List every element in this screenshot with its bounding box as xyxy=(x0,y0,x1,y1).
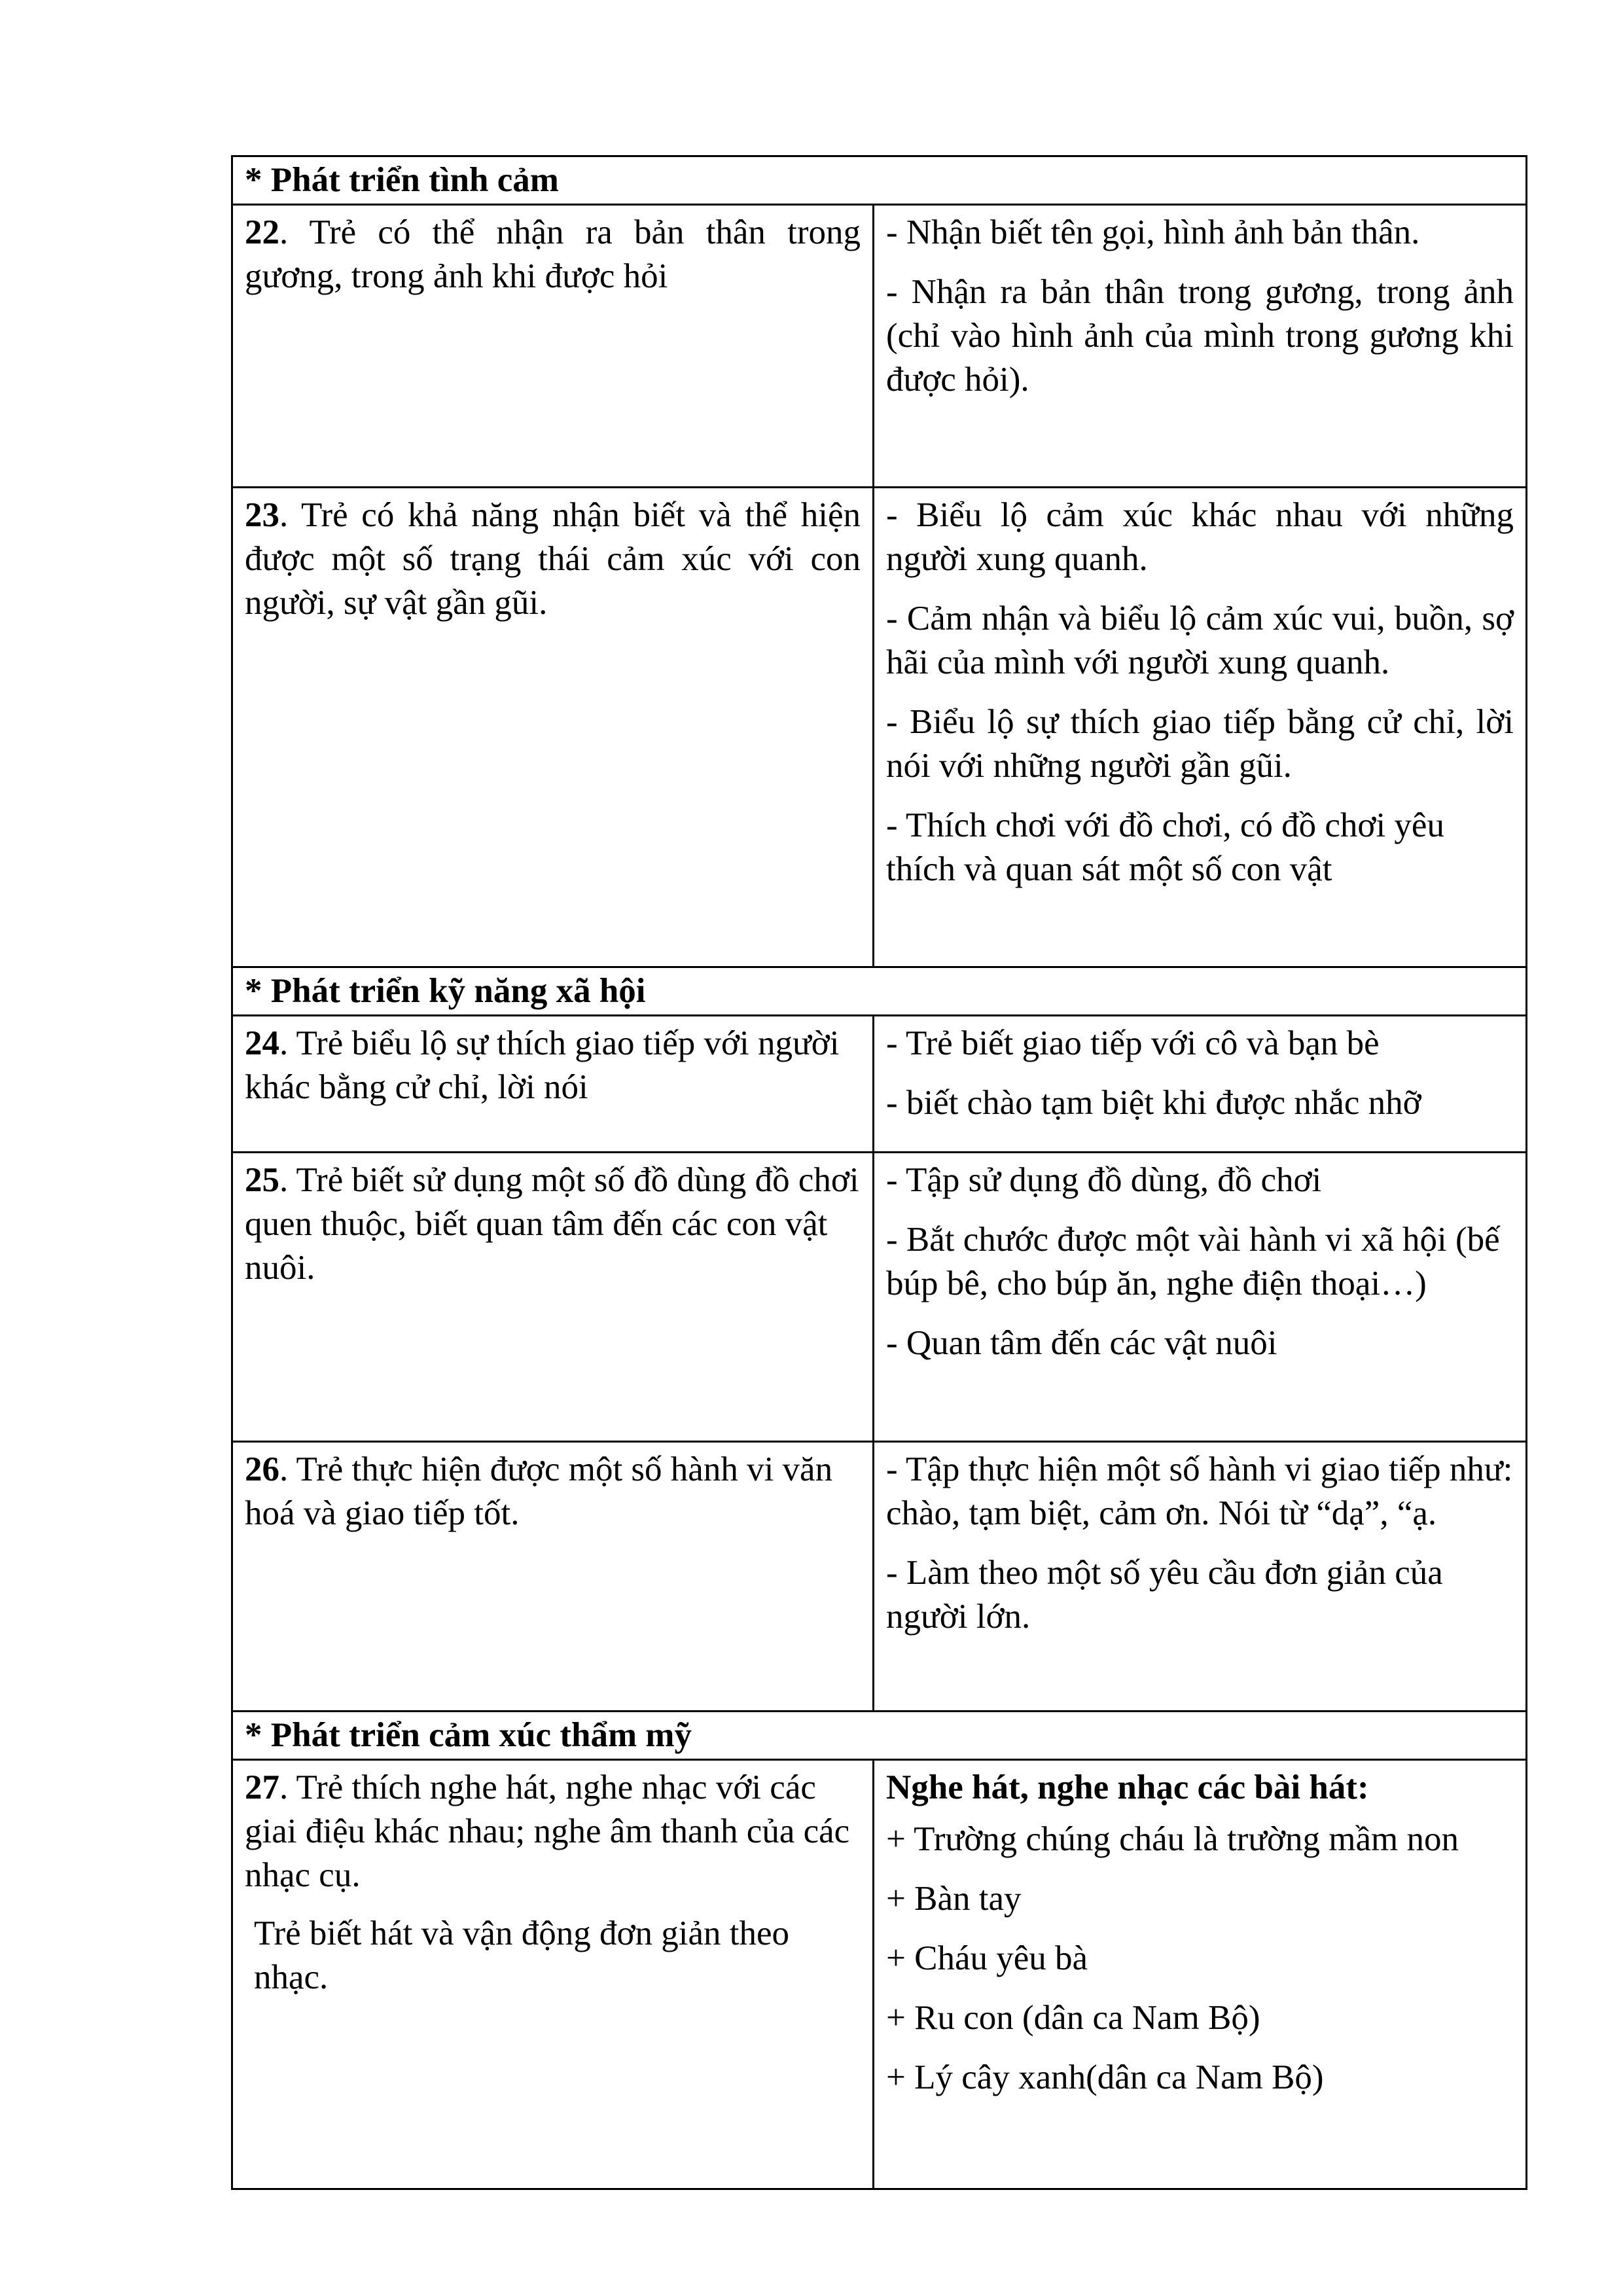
table-row xyxy=(232,1016,1527,1153)
table-row xyxy=(232,1153,1527,1442)
content-item: + Bàn tay xyxy=(886,1880,1022,1918)
goal-cell xyxy=(232,488,874,967)
content-item: + Ru con (dân ca Nam Bộ) xyxy=(886,1999,1260,2037)
curriculum-table xyxy=(231,155,1527,2190)
content-item: - Trẻ biết giao tiếp với cô và bạn bè xyxy=(886,1024,1380,1062)
content-item: - Biểu lộ cảm xúc khác nhau với những người xung quanh. xyxy=(886,496,1514,578)
content-item: - Quan tâm đến các vật nuôi xyxy=(886,1324,1277,1362)
content-item: - Nhận biết tên gọi, hình ảnh bản thân. xyxy=(886,213,1420,251)
content-item: - Cảm nhận và biểu lộ cảm xúc vui, buồn, sợ hãi của mình với người xung quanh. xyxy=(886,600,1514,681)
content-item: - biết chào tạm biệt khi được nhắc nhỡ xyxy=(886,1084,1421,1122)
table-row xyxy=(232,1442,1527,1712)
goal-number: 26 xyxy=(245,1450,279,1488)
goal-text: 23. Trẻ có khả năng nhận biết và thể hiện được một số trạng thái cảm xúc với con người, sự vật gần gũi. xyxy=(245,496,861,622)
goal-text: Trẻ biết hát và vận động đơn giản theo nhạc. xyxy=(254,1914,789,1996)
goal-text: 24. Trẻ biểu lộ sự thích giao tiếp với người khác bằng cử chỉ, lời nói xyxy=(245,1024,840,1106)
goal-number: 23 xyxy=(245,496,279,534)
content-item: + Lý cây xanh(dân ca Nam Bộ) xyxy=(886,2058,1324,2096)
content-cell xyxy=(874,1760,1527,2189)
content-item: - Tập thực hiện một số hành vi giao tiếp như: chào, tạm biệt, cảm ơn. Nói từ “dạ”, “ạ. xyxy=(886,1450,1513,1532)
goal-text: 27. Trẻ thích nghe hát, nghe nhạc với các giai điệu khác nhau; nghe âm thanh của các nhạc cụ. xyxy=(245,1768,850,1894)
goal-text: 22. Trẻ có thể nhận ra bản thân trong gương, trong ảnh khi được hỏi xyxy=(245,213,861,295)
goal-number: 22 xyxy=(245,213,279,251)
content-item: - Bắt chước được một vài hành vi xã hội (bế búp bê, cho búp ăn, nghe điện thoại…) xyxy=(886,1221,1500,1302)
goal-text: 25. Trẻ biết sử dụng một số đồ dùng đồ chơi quen thuộc, biết quan tâm đến các con vật nuôi. xyxy=(245,1161,859,1287)
goal-number: 25 xyxy=(245,1161,279,1199)
content-item: - Làm theo một số yêu cầu đơn giản của người lớn. xyxy=(886,1554,1443,1636)
section-heading: * Phát triển tình cảm xyxy=(232,156,1527,205)
goal-text: 26. Trẻ thực hiện được một số hành vi văn hoá và giao tiếp tốt. xyxy=(245,1450,833,1532)
table-row xyxy=(232,205,1527,488)
table-row xyxy=(232,1760,1527,2189)
goal-cell xyxy=(232,1760,874,2189)
goal-cell xyxy=(232,1016,874,1153)
goal-cell xyxy=(232,205,874,488)
content-item: - Biểu lộ sự thích giao tiếp bằng cử chỉ, lời nói với những người gần gũi. xyxy=(886,703,1514,785)
section-heading: * Phát triển cảm xúc thẩm mỹ xyxy=(232,1712,1527,1760)
content-cell xyxy=(874,1016,1527,1153)
section-row-social-skills xyxy=(232,967,1527,1016)
section-row-emotional-development xyxy=(232,156,1527,205)
content-cell xyxy=(874,1442,1527,1712)
content-item: + Cháu yêu bà xyxy=(886,1939,1088,1977)
content-item: + Trường chúng cháu là trường mầm non xyxy=(886,1820,1459,1858)
content-cell xyxy=(874,205,1527,488)
goal-cell xyxy=(232,1442,874,1712)
content-item: - Tập sử dụng đồ dùng, đồ chơi xyxy=(886,1161,1322,1199)
section-row-aesthetic-development xyxy=(232,1712,1527,1760)
section-heading: * Phát triển kỹ năng xã hội xyxy=(232,967,1527,1016)
content-item: - Nhận ra bản thân trong gương, trong ảnh (chỉ vào hình ảnh của mình trong gương khi được hỏi). xyxy=(886,273,1514,399)
goal-number: 24 xyxy=(245,1024,279,1062)
content-cell xyxy=(874,488,1527,967)
content-heading: Nghe hát, nghe nhạc các bài hát: xyxy=(886,1768,1369,1806)
content-cell xyxy=(874,1153,1527,1442)
content-item: - Thích chơi với đồ chơi, có đồ chơi yêu thích và quan sát một số con vật xyxy=(886,806,1444,888)
goal-cell xyxy=(232,1153,874,1442)
table-row xyxy=(232,488,1527,967)
goal-number: 27 xyxy=(245,1768,279,1806)
